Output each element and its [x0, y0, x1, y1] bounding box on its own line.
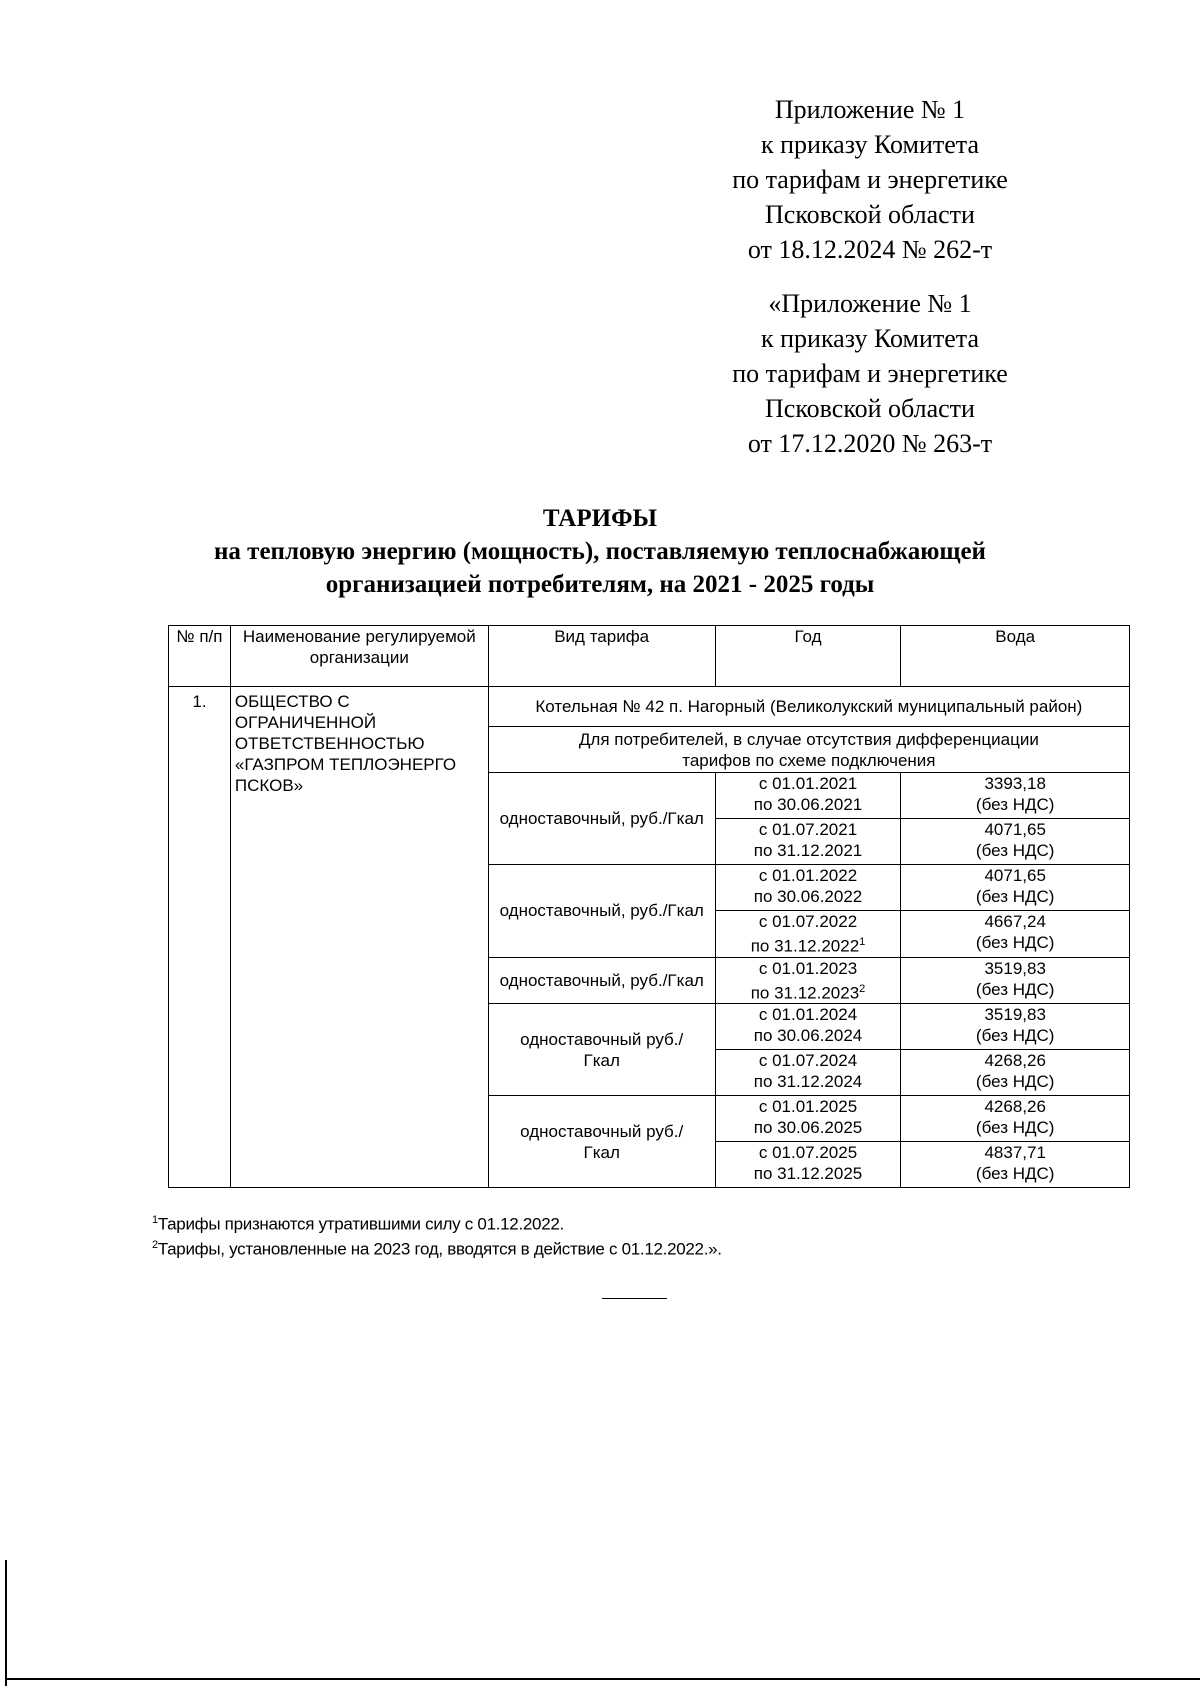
tariff-value: [901, 865, 1130, 911]
cell-text: (без НДС): [975, 1118, 1055, 1138]
period: [715, 865, 901, 911]
footnote-ref: 2: [859, 982, 866, 995]
cell-text: 3393,18: [984, 774, 1046, 793]
tariff-value: [901, 1050, 1130, 1096]
cell-text: Тарифы, установленные на 2023 год, вводятся в действие с 01.12.2022.».: [157, 1239, 722, 1259]
period: [715, 819, 901, 865]
document-title: [120, 502, 1080, 601]
tariff-type: одноставочный, руб./Гкал: [488, 865, 715, 958]
cell-text: (без НДС): [975, 841, 1055, 860]
end-divider: [602, 1298, 667, 1299]
header-year: Год: [715, 626, 901, 687]
scan-border: [6, 1678, 1200, 1680]
cell-text: с 01.07.2024: [758, 1051, 858, 1071]
tariff-table: [168, 625, 1130, 1188]
period: [715, 1096, 901, 1142]
cell-text: 4071,65: [984, 820, 1046, 839]
cell-text: по 31.12.2025: [753, 1164, 863, 1184]
tariff-value: [901, 911, 1130, 958]
tariff-value: [901, 773, 1130, 819]
cell-text: (без НДС): [975, 795, 1055, 814]
tariff-type: одноставочный, руб./Гкал: [488, 773, 715, 865]
appendix-line: по тарифам и энергетике: [732, 165, 1008, 194]
footnote-ref: 1: [859, 936, 866, 948]
header-num: № п/п: [169, 626, 231, 687]
appendix-original: [640, 286, 1100, 461]
cell-text: 4268,26: [984, 1097, 1046, 1117]
cell-text: с 01.01.2025: [758, 1097, 858, 1117]
tariff-value: [901, 1096, 1130, 1142]
cell-text: (без НДС): [975, 979, 1055, 999]
appendix-line: Псковской области: [765, 200, 975, 229]
cell-text: (без НДС): [975, 887, 1055, 906]
cell-text: с 01.07.2022: [758, 912, 858, 931]
title-line: на тепловую энергию (мощность), поставляемую теплоснабжающей: [214, 538, 986, 565]
header-water: Вода: [901, 626, 1130, 687]
period: [715, 911, 901, 958]
appendix-line: по тарифам и энергетике: [732, 359, 1008, 388]
scan-border: [5, 1560, 7, 1686]
cell-text: по 31.12.2023: [750, 983, 860, 1003]
appendix-line: к приказу Комитета: [760, 130, 979, 159]
footnote: [152, 1214, 564, 1235]
cell-text: с 01.01.2022: [758, 866, 858, 885]
cell-text: по 30.06.2024: [753, 1026, 863, 1046]
cell-text: 2: [152, 1239, 158, 1251]
cell-text: с 01.01.2024: [758, 1005, 858, 1025]
cell-text: 4268,26: [984, 1051, 1046, 1071]
tariff-type: одноставочный руб./Гкал: [488, 1004, 715, 1096]
row-number: 1.: [169, 687, 231, 1188]
title-heading: ТАРИФЫ: [542, 505, 658, 532]
period: [715, 957, 901, 1004]
period: [715, 1004, 901, 1050]
cell-text: с 01.01.2021: [758, 774, 858, 793]
cell-text: 3519,83: [984, 1005, 1046, 1025]
header-type: Вид тарифа: [488, 626, 715, 687]
appendix-line: от 18.12.2024 № 262-т: [747, 235, 993, 264]
cell-text: 3519,83: [984, 958, 1046, 978]
title-line: организацией потребителям, на 2021 - 2025 годы: [325, 571, 875, 598]
cell-text: [720, 979, 897, 1004]
tariff-value: [901, 819, 1130, 865]
tariff-value: [901, 1142, 1130, 1188]
tariff-value: [901, 957, 1130, 1004]
footnote: [152, 1239, 722, 1260]
tariff-value: [901, 1004, 1130, 1050]
cell-text: 4071,65: [984, 866, 1046, 885]
cell-text: Тарифы признаются утратившими силу с 01.12.2022.: [157, 1214, 564, 1234]
cell-text: по 30.06.2025: [753, 1118, 863, 1138]
period: [715, 1142, 901, 1188]
cell-text: по 31.12.2022: [750, 936, 860, 956]
appendix-line: к приказу Комитета: [760, 324, 979, 353]
period: [715, 1050, 901, 1096]
cell-text: (без НДС): [975, 1072, 1055, 1092]
appendix-line: Псковской области: [765, 394, 975, 423]
cell-text: с 01.01.2023: [758, 958, 858, 978]
tariff-type: одноставочный руб./Гкал: [488, 1096, 715, 1188]
cell-text: с 01.07.2021: [758, 820, 858, 839]
cell-text: по 31.12.2021: [753, 841, 863, 860]
cell-text: 1: [152, 1214, 158, 1226]
appendix-line: Приложение № 1: [774, 95, 966, 124]
cell-text: [720, 932, 897, 957]
appendix-line: от 17.12.2020 № 263-т: [747, 429, 993, 458]
cell-text: по 30.06.2021: [753, 795, 863, 814]
cell-text: (без НДС): [975, 933, 1055, 952]
cell-text: с 01.07.2025: [758, 1143, 858, 1163]
consumers-note: Для потребителей, в случае отсутствия дифференциации тарифов по схеме подключения: [488, 727, 1129, 773]
cell-text: 4837,71: [984, 1143, 1046, 1163]
organization-name: ОБЩЕСТВО С ОГРАНИЧЕННОЙ ОТВЕТСТВЕННОСТЬЮ «ГАЗПРОМ ТЕПЛОЭНЕРГО ПСКОВ»: [230, 687, 488, 1188]
appendix-line: «Приложение № 1: [768, 289, 972, 318]
cell-text: по 30.06.2022: [753, 887, 863, 906]
period: [715, 773, 901, 819]
appendix-current: [640, 92, 1100, 267]
cell-text: по 31.12.2024: [753, 1072, 863, 1092]
header-org: Наименование регулируемой организации: [230, 626, 488, 687]
tariff-type: одноставочный, руб./Гкал: [488, 957, 715, 1004]
cell-text: 4667,24: [984, 912, 1046, 931]
table-header-row: [169, 626, 1130, 687]
table-row: [169, 687, 1130, 727]
boiler-name: Котельная № 42 п. Нагорный (Великолукский муниципальный район): [488, 687, 1129, 727]
cell-text: (без НДС): [975, 1164, 1055, 1184]
cell-text: (без НДС): [975, 1026, 1055, 1046]
